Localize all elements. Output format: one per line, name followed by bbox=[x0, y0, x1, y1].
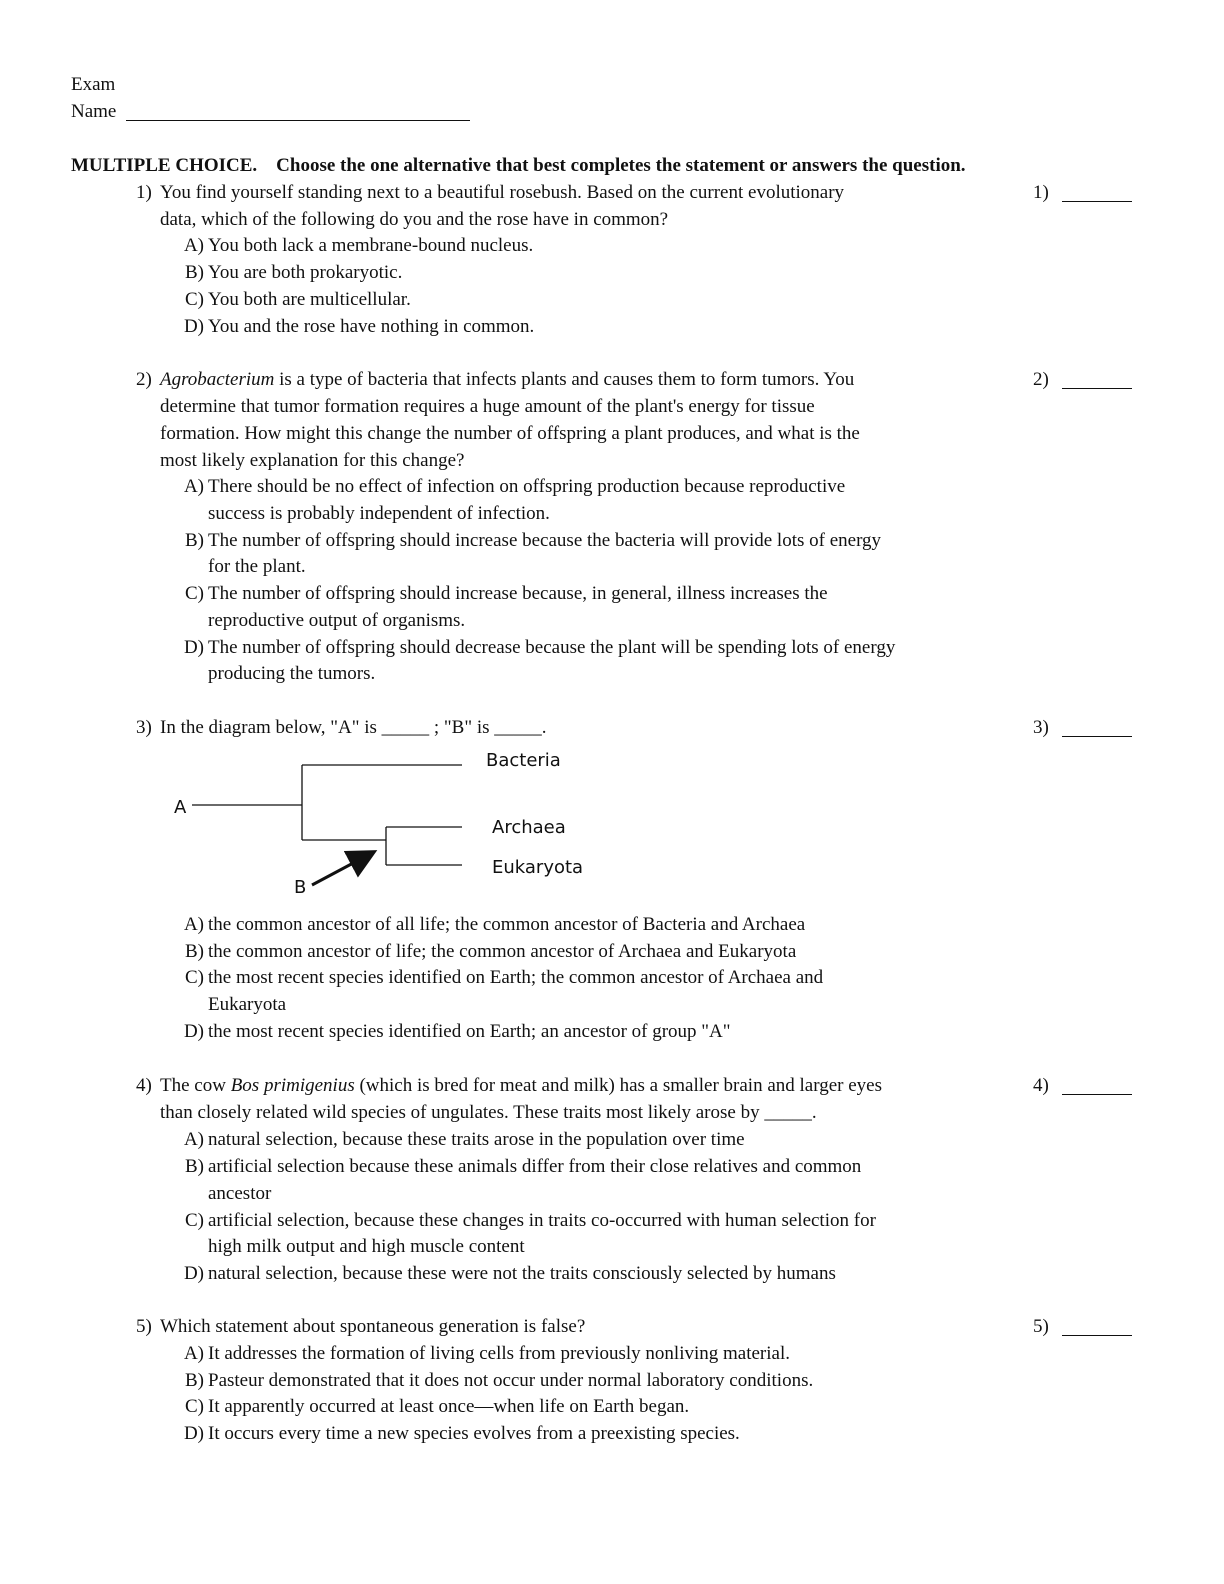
option-text: the common ancestor of life; the common ancestor of Archaea and Eukaryota bbox=[208, 941, 797, 962]
question-text-line bbox=[160, 1073, 882, 1099]
option-letter: D) bbox=[183, 1021, 204, 1042]
option-text: The number of offspring should increase because, in general, illness increases the bbox=[208, 583, 828, 604]
option-b[interactable] bbox=[176, 1154, 861, 1180]
name-label: Name bbox=[71, 101, 117, 122]
option-text-continued: high milk output and high muscle content bbox=[208, 1236, 525, 1257]
question-text-line: In the diagram below, "A" is _____ ; "B" is _____. bbox=[160, 717, 547, 738]
question-text-line: most likely explanation for this change? bbox=[160, 450, 465, 471]
italic-term: Bos primigenius bbox=[230, 1075, 355, 1096]
option-letter: C) bbox=[185, 289, 204, 310]
option-a[interactable] bbox=[176, 474, 845, 500]
label-bacteria: Bacteria bbox=[486, 750, 561, 771]
option-text: Pasteur demonstrated that it does not occur under normal laboratory conditions. bbox=[208, 1370, 814, 1391]
answer-blank[interactable] bbox=[1062, 736, 1132, 737]
question-text-line: determine that tumor formation requires a huge amount of the plant's energy for tissue bbox=[160, 396, 815, 417]
option-letter: D) bbox=[183, 316, 204, 337]
question-number: 4) bbox=[136, 1075, 152, 1096]
option-text: There should be no effect of infection on offspring production because reproductive bbox=[208, 476, 846, 497]
option-letter: A) bbox=[183, 1129, 204, 1150]
option-letter: A) bbox=[183, 1343, 204, 1364]
option-d[interactable] bbox=[176, 1019, 731, 1045]
option-text: natural selection, because these were not the traits consciously selected by humans bbox=[208, 1263, 836, 1284]
option-text-continued: producing the tumors. bbox=[208, 663, 376, 684]
label-b: B bbox=[294, 877, 307, 898]
question-text: The cow bbox=[160, 1075, 231, 1096]
option-text: You both are multicellular. bbox=[208, 289, 411, 310]
question-text-line: formation. How might this change the number of offspring a plant produces, and what is the bbox=[160, 423, 860, 444]
question-number: 2) bbox=[136, 369, 152, 390]
option-text: the common ancestor of all life; the common ancestor of Bacteria and Archaea bbox=[208, 914, 806, 935]
answer-number: 4) bbox=[1033, 1075, 1049, 1096]
option-letter: A) bbox=[183, 476, 204, 497]
option-text-continued: Eukaryota bbox=[208, 994, 287, 1015]
option-text: The number of offspring should decrease because the plant will be spending lots of energy bbox=[208, 637, 896, 658]
option-text: natural selection, because these traits arose in the population over time bbox=[208, 1129, 745, 1150]
option-text: It addresses the formation of living cells from previously nonliving material. bbox=[208, 1343, 791, 1364]
option-letter: C) bbox=[185, 1396, 204, 1417]
option-letter: B) bbox=[185, 262, 204, 283]
option-d[interactable] bbox=[176, 635, 895, 661]
option-a[interactable] bbox=[176, 233, 533, 259]
label-a: A bbox=[174, 797, 187, 818]
option-b[interactable] bbox=[176, 528, 881, 554]
option-b[interactable] bbox=[176, 939, 796, 965]
option-text: the most recent species identified on Earth; the common ancestor of Archaea and bbox=[208, 967, 824, 988]
option-letter: B) bbox=[185, 1156, 204, 1177]
option-text-continued: reproductive output of organisms. bbox=[208, 610, 466, 631]
answer-blank[interactable] bbox=[1062, 1094, 1132, 1095]
option-text-continued: success is probably independent of infection. bbox=[208, 503, 550, 524]
option-letter: D) bbox=[183, 1423, 204, 1444]
answer-number: 5) bbox=[1033, 1316, 1049, 1337]
option-letter: C) bbox=[185, 1210, 204, 1231]
option-letter: C) bbox=[185, 583, 204, 604]
instructions-text: Choose the one alternative that best completes the statement or answers the question. bbox=[276, 155, 966, 176]
option-b[interactable] bbox=[176, 1368, 813, 1394]
option-text: You are both prokaryotic. bbox=[208, 262, 403, 283]
question-text-line: Which statement about spontaneous generation is false? bbox=[160, 1316, 586, 1337]
option-letter: A) bbox=[183, 235, 204, 256]
option-d[interactable] bbox=[176, 1261, 836, 1287]
option-text: The number of offspring should increase because the bacteria will provide lots of energy bbox=[208, 530, 882, 551]
question-text-line: data, which of the following do you and the rose have in common? bbox=[160, 209, 669, 230]
option-text: artificial selection, because these changes in traits co-occurred with human selection for bbox=[208, 1210, 876, 1231]
answer-number: 2) bbox=[1033, 369, 1049, 390]
answer-number: 1) bbox=[1033, 182, 1049, 203]
option-text-continued: for the plant. bbox=[208, 556, 306, 577]
option-c[interactable] bbox=[176, 581, 828, 607]
question-number: 3) bbox=[136, 717, 152, 738]
question-text-line bbox=[160, 367, 854, 393]
phylogenetic-tree-diagram bbox=[160, 745, 620, 900]
option-text: It apparently occurred at least once—when life on Earth began. bbox=[208, 1396, 690, 1417]
option-c[interactable] bbox=[176, 287, 411, 313]
italic-term: Agrobacterium bbox=[160, 369, 275, 390]
option-text: You and the rose have nothing in common. bbox=[208, 316, 535, 337]
option-c[interactable] bbox=[176, 1394, 689, 1420]
option-text: artificial selection because these animals differ from their close relatives and common bbox=[208, 1156, 862, 1177]
option-c[interactable] bbox=[176, 1208, 876, 1234]
question-text: is a type of bacteria that infects plants and causes them to form tumors. You bbox=[274, 369, 855, 390]
option-letter: D) bbox=[183, 637, 204, 658]
option-b[interactable] bbox=[176, 260, 402, 286]
option-d[interactable] bbox=[176, 1421, 740, 1447]
option-text: the most recent species identified on Earth; an ancestor of group "A" bbox=[208, 1021, 731, 1042]
option-letter: B) bbox=[185, 941, 204, 962]
question-text-line: than closely related wild species of ungulates. These traits most likely arose by _____. bbox=[160, 1102, 817, 1123]
option-letter: D) bbox=[183, 1263, 204, 1284]
exam-label: Exam bbox=[71, 74, 116, 95]
question-number: 5) bbox=[136, 1316, 152, 1337]
answer-blank[interactable] bbox=[1062, 1335, 1132, 1336]
option-a[interactable] bbox=[176, 1127, 745, 1153]
option-a[interactable] bbox=[176, 1341, 790, 1367]
question-text: (which is bred for meat and milk) has a smaller brain and larger eyes bbox=[354, 1075, 882, 1096]
label-archaea: Archaea bbox=[492, 817, 566, 838]
option-text: It occurs every time a new species evolves from a preexisting species. bbox=[208, 1423, 740, 1444]
option-text-continued: ancestor bbox=[208, 1183, 272, 1204]
label-eukaryota: Eukaryota bbox=[492, 857, 584, 878]
name-field[interactable] bbox=[126, 120, 470, 121]
option-letter: C) bbox=[185, 967, 204, 988]
answer-blank[interactable] bbox=[1062, 201, 1132, 202]
question-number: 1) bbox=[136, 182, 152, 203]
arrow-to-node-b bbox=[312, 853, 372, 885]
option-letter: A) bbox=[183, 914, 204, 935]
option-a[interactable] bbox=[176, 912, 805, 938]
option-letter: B) bbox=[185, 1370, 204, 1391]
question-text-line: You find yourself standing next to a beautiful rosebush. Based on the current evolutionary bbox=[160, 182, 845, 203]
option-letter: B) bbox=[185, 530, 204, 551]
instructions bbox=[71, 153, 966, 179]
answer-blank[interactable] bbox=[1062, 388, 1132, 389]
option-text: You both lack a membrane-bound nucleus. bbox=[208, 235, 534, 256]
answer-number: 3) bbox=[1033, 717, 1049, 738]
section-title: MULTIPLE CHOICE. bbox=[71, 155, 258, 176]
option-c[interactable] bbox=[176, 965, 823, 991]
option-d[interactable] bbox=[176, 314, 534, 340]
